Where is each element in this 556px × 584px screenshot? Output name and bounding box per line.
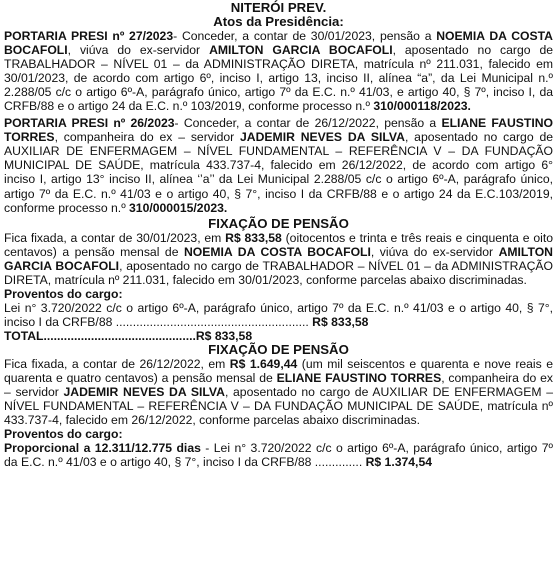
beneficiary-name: NOEMIA DA COSTA BOCAFOLI bbox=[4, 29, 553, 58]
proventos-text: Lei n° 3.720/2022 c/c o artigo 6º-A, parágrafo único, artigo 7º da E.C. n.º 41/03 e o artigo 40, § 7°, inciso I da CRFB/88 ......................................................... bbox=[4, 300, 553, 329]
total-label: TOTAL............................................. bbox=[4, 328, 196, 343]
total-amount: R$ 833,58 bbox=[195, 328, 253, 343]
processo-number: 310/000015/2023. bbox=[129, 200, 228, 215]
servidor-name: AMILTON GARCIA BOCAFOLI bbox=[4, 244, 553, 273]
pension-amount: R$ 833,58 bbox=[225, 230, 282, 245]
fixacao-text-part: , viúva do ex-servidor bbox=[370, 244, 499, 259]
beneficiary-name: NOEMIA DA COSTA BOCAFOLI bbox=[183, 244, 371, 259]
section-title: Atos da Presidência: bbox=[213, 14, 344, 29]
portaria-text: , viúva do ex-servidor bbox=[67, 43, 210, 58]
proventos-amount: R$ 833,58 bbox=[312, 314, 369, 329]
portaria-text: , aposentado no cargo de TRABALHADOR – NÍVEL 01 – da ADMINISTRAÇÃO DIRETA, matrícula nº 211.031, falecido em 30/01/2023, de acordo com artigo 6º, inciso I, artigo 13, inciso II, alínea “a”, da Lei Municipal n.º 2.288/05 c/c o artigo 6º-A, parágrafo único, artigo 7º da E.C. n.º 41/03, e artigo 40, § 7º, inciso I, da CRFB/88 e o artigo 24 da E.C. n.º 103/2019, conforme processo n.º bbox=[4, 43, 554, 114]
proventos-line bbox=[4, 301, 553, 329]
fixacao-text-part: (oitocentos e trinta e três reais e cinquenta e oito centavos) a pensão mensal de bbox=[4, 230, 553, 259]
portaria-text: , companheira do ex – servidor bbox=[54, 130, 241, 145]
portaria-ref: PORTARIA PRESI nº 27/2023 bbox=[4, 29, 174, 43]
servidor-name: JADEMIR NEVES DA SILVA bbox=[63, 385, 225, 400]
pension-amount: R$ 1.649,44 bbox=[229, 356, 298, 371]
servidor-name: JADEMIR NEVES DA SILVA bbox=[240, 130, 405, 145]
fixacao-text bbox=[4, 231, 553, 287]
fixacao-text bbox=[4, 357, 553, 427]
portaria-27 bbox=[4, 29, 553, 113]
fixacao-text-part: , companheira do ex – servidor bbox=[4, 371, 554, 400]
fixacao-text-part: Fica fixada, a contar de 26/12/2022, em bbox=[4, 356, 230, 371]
beneficiary-name: ELIANE FAUSTINO TORRES bbox=[4, 116, 553, 145]
fixacao-title: FIXAÇÃO DE PENSÃO bbox=[208, 341, 349, 357]
portaria-26 bbox=[4, 116, 553, 214]
proventos-text: - Lei n° 3.720/2022 c/c o artigo 6º-A, parágrafo único, artigo 7º da E.C. n.º 41/03 e o artigo 40, § 7°, inciso I da CRFB/88 .............. bbox=[4, 441, 553, 470]
fixacao-text-part: , aposentado no cargo de TRABALHADOR – NÍVEL 01 – da ADMINISTRAÇÃO DIRETA, matrícula nº 211.031, falecido em 30/01/2023, conforme parcelas abaixo discriminadas. bbox=[4, 258, 553, 287]
proventos-line bbox=[4, 441, 553, 469]
portaria-text: - Conceder, a contar de 30/01/2023, pensão a bbox=[173, 29, 437, 43]
org-title: NITERÓI PREV. bbox=[230, 0, 327, 15]
portaria-text: - Conceder, a contar de 26/12/2022, pensão a bbox=[174, 116, 442, 131]
portaria-ref: PORTARIA PRESI nº 26/2023 bbox=[4, 116, 175, 131]
fixacao-title: FIXAÇÃO DE PENSÃO bbox=[208, 215, 349, 231]
beneficiary-name: ELIANE FAUSTINO TORRES bbox=[276, 371, 442, 386]
fixacao-text-part: (um mil seiscentos e quarenta e nove reais e quarenta e quatro centavos) a pensão mensal de bbox=[4, 356, 553, 386]
fixacao-text-part: , aposentado no cargo de AUXILIAR DE ENFERMAGEM – NÍVEL FUNDAMENTAL – REFERÊNCIA V – DA FUNDAÇÃO MUNICIPAL DE SAÚDE, matrícula nº 433.737-4, falecido em 26/12/2022, conforme parcelas abaixo discriminadas. bbox=[4, 385, 554, 428]
processo-number: 310/000118/2023. bbox=[373, 99, 471, 114]
portaria-text: , aposentado no cargo de AUXILIAR DE ENFERMAGEM – NÍVEL FUNDAMENTAL – REFERÊNCIA V – DA FUNDAÇÃO MUNICIPAL DE SAÚDE, matrícula 433.737-4, falecido em 26/12/2022, de acordo com artigo 6° inciso I, artigo 13° inciso II, alínea ‘’a’’ da Lei Municipal 2.288/05 c/c o artigo 6º-A, parágrafo único, artigo 7º da E.C. n.º 41/03 e o artigo 40, § 7°, inciso I da CRFB/88 e o artigo 24 da E.C.103/2019, conforme processo n.º bbox=[4, 130, 554, 215]
proventos-amount: R$ 1.374,54 bbox=[365, 455, 433, 470]
fixacao-text-part: Fica fixada, a contar de 30/01/2023, em bbox=[4, 230, 226, 245]
servidor-name: AMILTON GARCIA BOCAFOLI bbox=[209, 43, 393, 58]
total-line bbox=[4, 329, 553, 343]
proventos-bold: Proporcional a 12.311/12.775 dias bbox=[4, 441, 201, 456]
proventos-title: Proventos do cargo: bbox=[4, 286, 123, 301]
proventos-title: Proventos do cargo: bbox=[4, 427, 123, 442]
